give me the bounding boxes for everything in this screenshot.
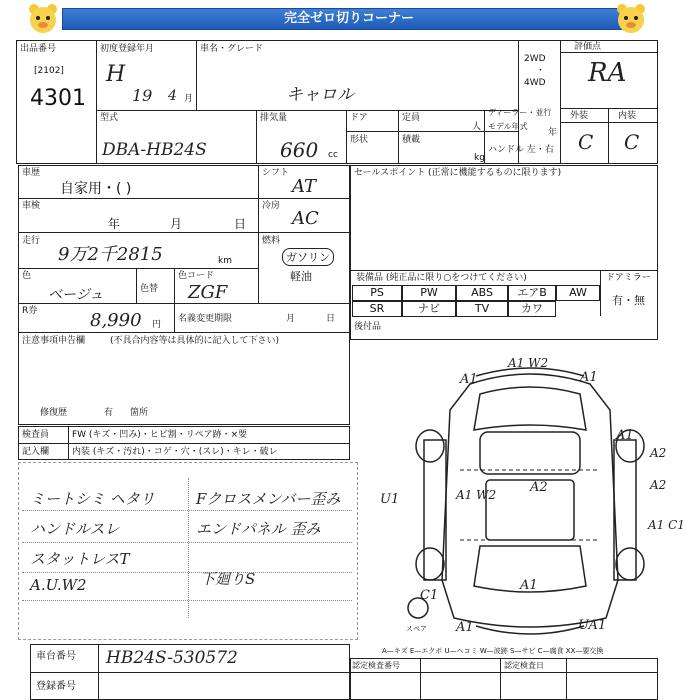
note-right-1: Fクロスメンバー歪み — [196, 490, 341, 508]
diagram-mark-rear: A1 — [520, 578, 538, 593]
spare-label: スペア — [406, 625, 427, 633]
recycle-value: 8,990 — [90, 310, 142, 331]
diagram-mark-roof: A1 W2 — [456, 488, 497, 502]
inspection-month: 月 — [170, 217, 183, 231]
banner-title: 完全ゼロ切りコーナー — [283, 11, 414, 26]
equip-airbag: エアB — [508, 285, 556, 301]
diagram-mark-spare: C1 — [420, 588, 439, 603]
registration-label: 初度登録年月 — [100, 44, 155, 54]
diagram-mark-left-door: U1 — [380, 492, 400, 507]
equip-leather: カワ — [508, 301, 556, 317]
ac-value: AC — [292, 208, 319, 229]
registration-month: 4 — [168, 88, 177, 104]
diagram-mark-front: A1 W2 — [508, 356, 549, 370]
fuel-label: 燃料 — [262, 236, 281, 246]
ext-value: C — [578, 130, 594, 154]
recycle-unit: 円 — [152, 320, 162, 330]
type-label: 型式 — [100, 113, 119, 123]
diagram-mark-front-right: A1 — [580, 370, 598, 385]
header-banner — [62, 8, 636, 30]
name-change-label: 名義変更期限 — [178, 314, 233, 324]
load-label: 積載 — [402, 135, 421, 145]
inspection-year: 年 — [108, 217, 121, 231]
fuel-value-diesel: 軽油 — [290, 270, 312, 283]
type-value: DBA-HB24S — [102, 140, 207, 160]
diagram-mark-right-fender: A1 — [616, 428, 634, 443]
fuel-value-gasoline: ガソリン — [282, 248, 334, 266]
door-mirror-value: 有・無 — [612, 294, 645, 307]
ac-label: 冷房 — [262, 201, 281, 211]
ext-label: 外装 — [570, 111, 589, 121]
inspector-row2-label: 記入欄 — [22, 447, 50, 457]
displacement-label: 排気量 — [260, 113, 288, 123]
damage-legend: A—キズ E—エクボ U—ヘコミ W—波跡 S—サビ C—腐食 XX—要交換 — [382, 647, 604, 655]
model-year-label: モデル年式 — [488, 122, 528, 131]
int-value: C — [624, 130, 640, 154]
equip-ps: PS — [352, 285, 402, 301]
mileage-label: 走行 — [22, 236, 41, 246]
aftermarket-label: 後付品 — [354, 322, 382, 332]
door-mirror-label: ドアミラー — [606, 273, 651, 283]
color-code-label: 色コード — [178, 271, 215, 281]
equip-sr: SR — [352, 301, 402, 317]
equipment-label: 装備品 (純正品に限り○をつけてください) — [356, 273, 527, 283]
chassis-value: HB24S-530572 — [106, 648, 238, 668]
registration-unit: 月 — [184, 94, 194, 104]
record-detail: 箇所 — [130, 408, 149, 418]
notes-label: 注意事項申告欄 — [22, 336, 86, 346]
displacement-unit: cc — [328, 150, 338, 160]
inspector-row1: FW (キズ・凹み)・ヒビ割・リペア跡・×要 — [72, 430, 248, 440]
diagram-mark-rear-right: UA1 — [578, 618, 607, 633]
lot-label: 出品番号 — [20, 44, 57, 54]
car-damage-diagram — [360, 350, 690, 650]
record-value: 有 — [104, 408, 114, 418]
int-label: 内装 — [618, 111, 637, 121]
diagram-mark-right-a2: A2 — [650, 446, 667, 460]
registration-era: H — [106, 62, 126, 87]
equip-aw: AW — [556, 285, 600, 301]
equip-navi: ナビ — [402, 301, 456, 317]
note-left-1: ミートシミ ヘタリ — [30, 490, 155, 508]
diagram-mark-center: A2 — [530, 480, 548, 495]
mascot-bear-icon — [26, 2, 60, 36]
doors-label: ドア — [350, 113, 368, 123]
chassis-label: 車台番号 — [36, 651, 76, 662]
cert-date-label: 認定検査日 — [504, 661, 544, 670]
lot-sub: [2102] — [34, 66, 64, 76]
registration-number-label: 登録番号 — [36, 681, 76, 692]
diagram-mark-right-rear: A1 C1 — [648, 518, 685, 532]
name-change-month: 月 — [286, 314, 296, 324]
capacity-label: 定員 — [402, 113, 421, 123]
inspector-row2: 内装 (キズ・汚れ)・コゲ・穴・(スレ)・キレ・破レ — [72, 447, 278, 457]
shift-value: AT — [292, 176, 317, 197]
mascot-bear-icon — [614, 2, 648, 36]
lot-number: 4301 — [30, 86, 86, 111]
score-label: 評価点 — [574, 42, 602, 52]
drive-2wd: 2WD — [524, 54, 546, 64]
model-year-mark: 年 — [548, 128, 558, 138]
inspection-day: 日 — [234, 217, 247, 231]
dealer-label: ディーラー・並行 — [488, 108, 552, 117]
drive-4wd: 4WD — [524, 78, 546, 88]
mileage-value: 9万2千2815 — [58, 244, 163, 265]
recycle-label: R券 — [22, 306, 38, 316]
notes-desc: (不具合内容等は具体的に記入して下さい) — [110, 336, 280, 346]
note-left-4: A.U.W2 — [30, 576, 87, 594]
equip-tv: TV — [456, 301, 508, 317]
equip-abs: ABS — [456, 285, 508, 301]
handle-label: ハンドル 左・右 — [488, 145, 554, 155]
note-right-3: 下廻りS — [200, 570, 256, 588]
score-value: RA — [588, 58, 627, 88]
capacity-unit: 人 — [472, 122, 482, 132]
diagram-mark-front-left: A1 — [460, 372, 478, 387]
note-left-3: スタットレスT — [30, 550, 130, 568]
inspection-label: 車検 — [22, 201, 41, 211]
model-label: 車名・グレード — [200, 44, 264, 54]
color-value: ベージュ — [48, 287, 104, 303]
diagram-mark-right-door: A2 — [650, 478, 667, 492]
color-code: ZGF — [188, 282, 228, 303]
diagram-mark-rear-left: A1 — [456, 620, 474, 635]
shift-label: シフト — [262, 168, 290, 178]
load-unit: kg — [474, 153, 485, 163]
note-left-2: ハンドルスレ — [30, 520, 120, 538]
usage-value: 自家用・( ) — [60, 181, 132, 197]
equip-pw: PW — [402, 285, 456, 301]
inspector-row1-label: 検査員 — [22, 430, 50, 440]
mileage-unit: km — [218, 256, 232, 266]
displacement-value: 660 — [280, 138, 319, 162]
usage-label: 車歴 — [22, 168, 41, 178]
cert-number-label: 認定検査番号 — [352, 661, 400, 670]
registration-year: 19 — [132, 86, 153, 105]
model-name: キャロル — [286, 85, 354, 105]
name-change-day: 日 — [326, 314, 336, 324]
color-change-label: 色替 — [140, 284, 159, 294]
record-label: 修復歴 — [40, 408, 68, 418]
shape-label: 形状 — [350, 135, 369, 145]
color-label: 色 — [22, 271, 32, 281]
sales-point-label: セールスポイント (正常に機能するものに限ります) — [354, 168, 562, 178]
note-right-2: エンドパネル 歪み — [196, 520, 321, 538]
